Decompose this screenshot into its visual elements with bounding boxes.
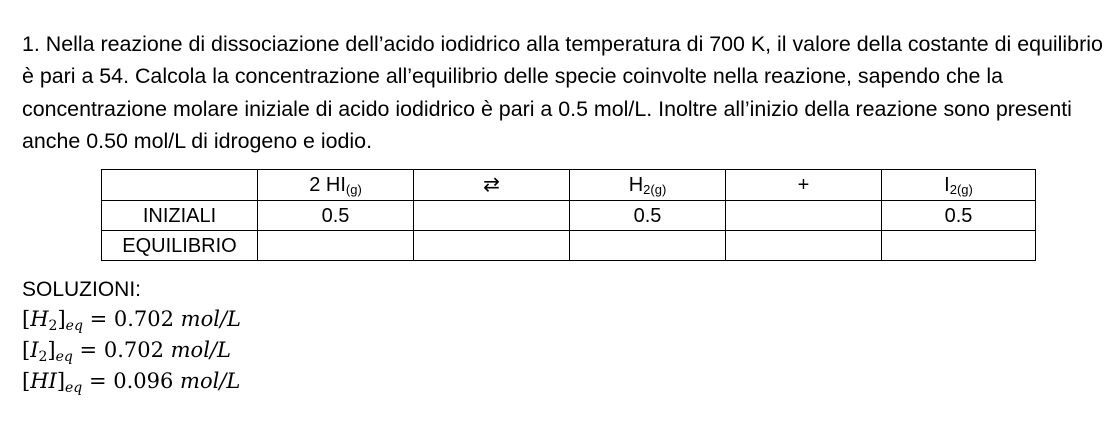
table-row <box>102 231 1036 261</box>
header-hi: 2 $HI_{(g)}$ <box>258 170 414 201</box>
cell-i2 <box>882 231 1036 261</box>
header-i2: $I_{2(g)}$ <box>882 170 1036 201</box>
solution-line-i2: $[I_2]_{eq} = 0.702$ mol/L <box>22 338 231 365</box>
ice-table <box>101 169 1036 261</box>
header-h2: $H_{2(g)}$ <box>570 170 726 201</box>
cell-empty <box>414 201 570 231</box>
cell-hi: 0.5 <box>258 201 414 231</box>
cell-hi <box>258 231 414 261</box>
header-equilibrium-arrow: ⇄ <box>414 170 570 201</box>
row-label: INIZIALI <box>102 201 258 231</box>
solution-line-hi: $[HI]_{eq} = 0.096$ mol/L <box>22 369 241 396</box>
solution-line-h2: $[H_2]_{eq} = 0.702$ mol/L <box>22 307 241 334</box>
table-header-row <box>102 170 1036 201</box>
cell-h2: 0.5 <box>570 201 726 231</box>
header-plus: + <box>726 170 882 201</box>
problem-statement: 1. Nella reazione di dissociazione dell’acido iodidrico alla temperatura di 700 K, il valore della costante di equilibrio è pari a 54. Calcola la concentrazione all’equilibrio delle specie coinvolte nella reazione, sapendo che la concentrazione molare iniziale di acido iodidrico è pari a 0.5 mol/L. Inoltre all’inizio della reazione sono presenti anche 0.50 mol/L di idrogeno e iodio. <box>22 32 1103 153</box>
cell-empty <box>414 231 570 261</box>
row-label: EQUILIBRIO <box>102 231 258 261</box>
cell-empty <box>726 201 882 231</box>
table-row <box>102 201 1036 231</box>
solutions-title: SOLUZIONI: <box>22 278 142 301</box>
cell-h2 <box>570 231 726 261</box>
solutions-section <box>22 276 241 397</box>
cell-empty <box>726 231 882 261</box>
header-empty-cell <box>102 170 258 201</box>
cell-i2: 0.5 <box>882 201 1036 231</box>
